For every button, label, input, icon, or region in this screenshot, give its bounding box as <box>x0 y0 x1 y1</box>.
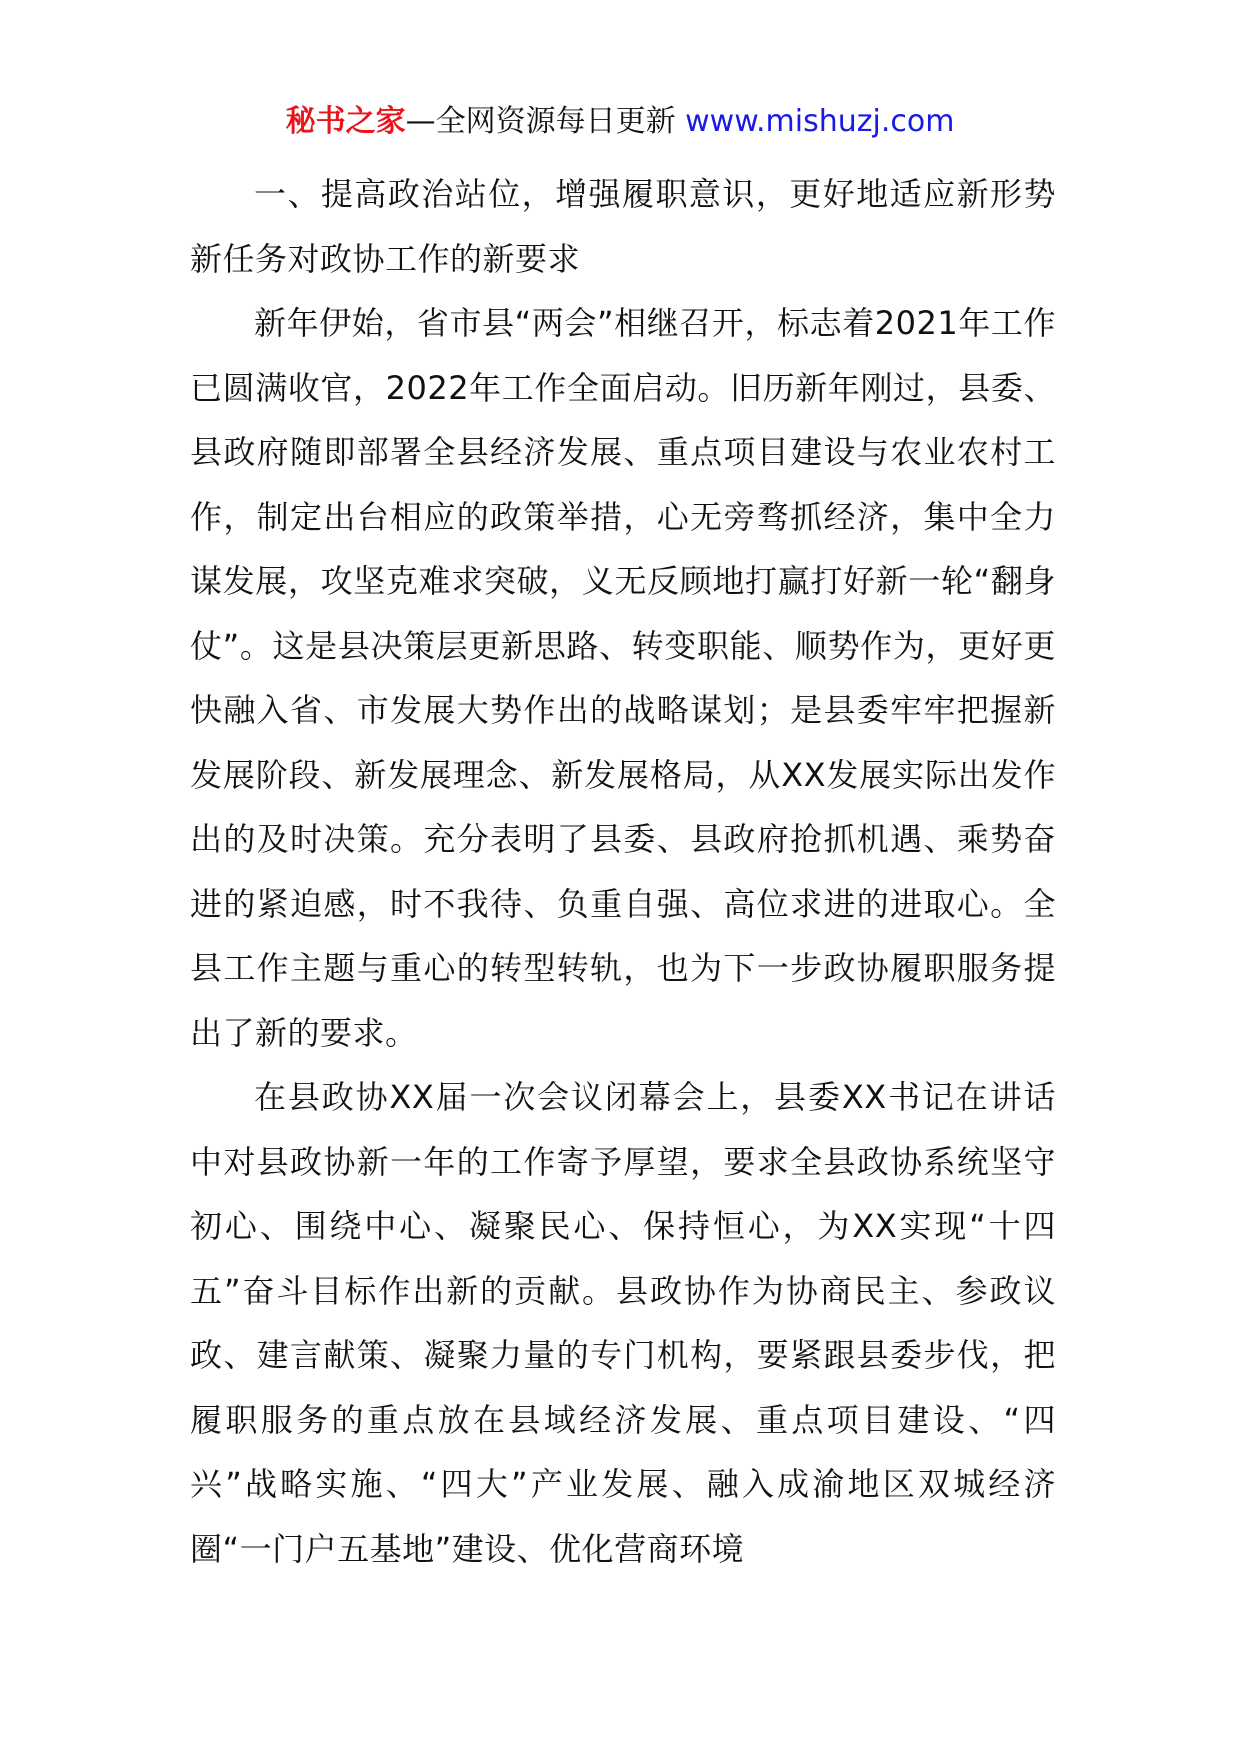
section-heading: 一、提高政治站位，增强履职意识，更好地适应新形势新任务对政协工作的新要求 <box>190 175 1056 278</box>
paragraph-2: 在县政协XX届一次会议闭幕会上，县委XX书记在讲话中对县政协新一年的工作寄予厚望，要求全县政协系统坚守初心、围绕中心、凝聚民心、保持恒心，为XX实现“十四五”奋斗目标作出新的贡献。县政协作为协商民主、参政议政、建言献策、凝聚力量的专门机构，要紧跟县委步伐，把履职服务的重点放在县域经济发展、重点项目建设、“四兴”战略实施、“四大”产业发展、融入成渝地区双城经济圈“一门户五基地”建设、优化营商环境 <box>190 1078 1056 1568</box>
document-body <box>190 162 1056 1581</box>
brand-name: 秘书之家 <box>285 104 406 139</box>
header-slogan: —全网资源每日更新 <box>405 104 676 139</box>
website-link[interactable]: www.mishuzj.com <box>685 104 955 139</box>
paragraph-1: 新年伊始，省市县“两会”相继召开，标志着2021年工作已圆满收官，2022年工作全面启动。旧历新年刚过，县委、县政府随即部署全县经济发展、重点项目建设与农业农村工作，制定出台相应的政策举措，心无旁骛抓经济，集中全力谋发展，攻坚克难求突破，义无反顾地打赢打好新一轮“翻身仗”。这是县决策层更新思路、转变职能、顺势作为，更好更快融入省、市发展大势作出的战略谋划；是县委牢牢把握新发展阶段、新发展理念、新发展格局，从XX发展实际出发作出的及时决策。充分表明了县委、县政府抢抓机遇、乘势奋进的紧迫感，时不我待、负重自强、高位求进的进取心。全县工作主题与重心的转型转轨，也为下一步政协履职服务提出了新的要求。 <box>190 304 1056 1052</box>
page-header <box>0 100 1240 144</box>
